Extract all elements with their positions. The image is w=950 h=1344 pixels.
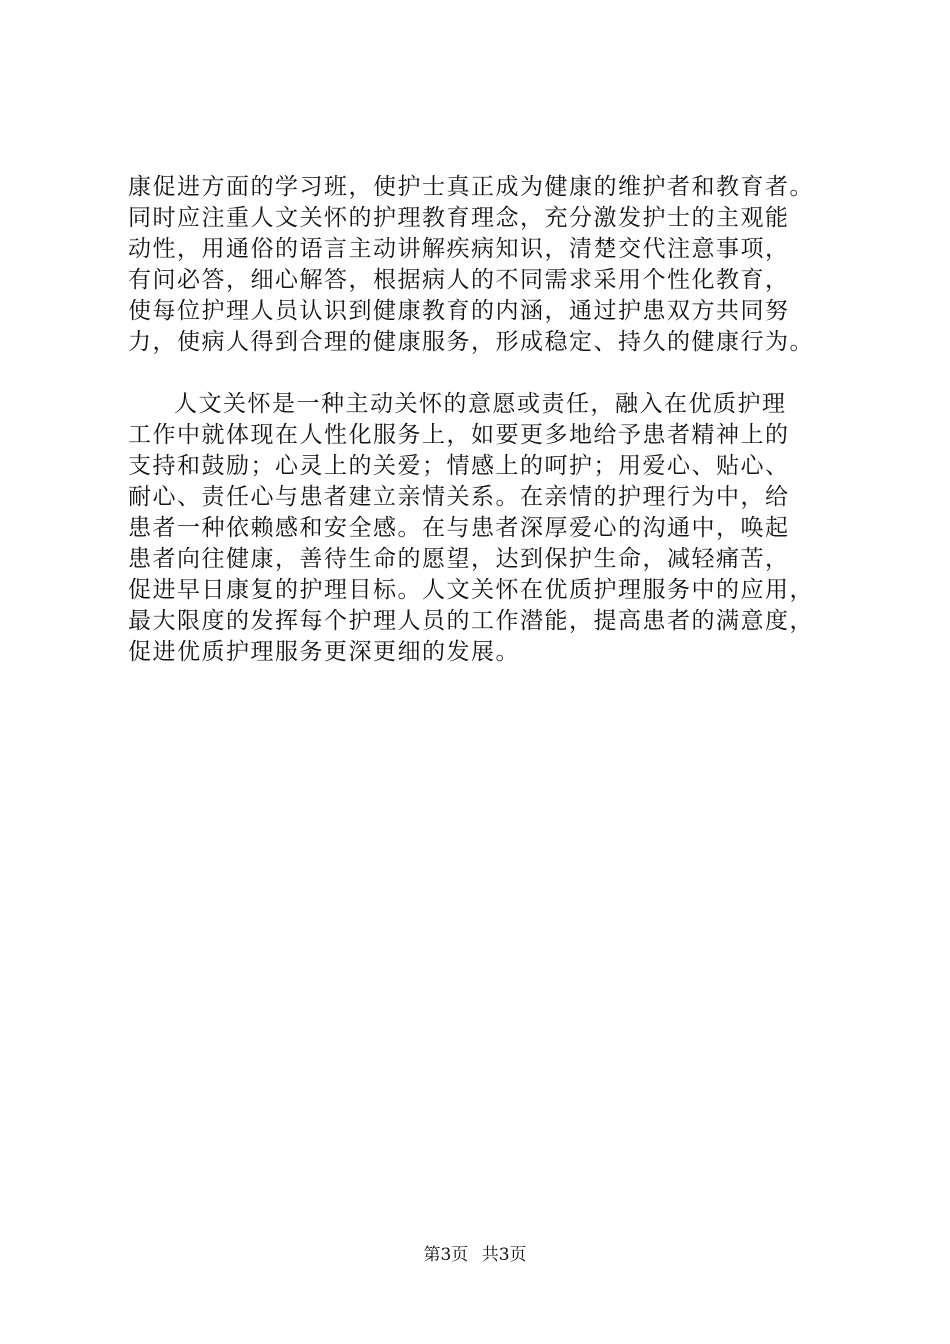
- text-line: 同时应注重人文关怀的护理教育理念，充分激发护士的主观能: [128, 205, 790, 231]
- text-line: 最大限度的发挥每个护理人员的工作潜能，提高患者的满意度，: [128, 608, 814, 634]
- text-line: 人文关怀是一种主动关怀的意愿或责任，融入在优质护理: [174, 391, 787, 417]
- text-line: 使每位护理人员认识到健康教育的内涵，通过护患双方共同努: [128, 298, 790, 324]
- text-line: 康促进方面的学习班，使护士真正成为健康的维护者和教育者。: [128, 174, 814, 200]
- text-line: 耐心、责任心与患者建立亲情关系。在亲情的护理行为中，给: [128, 484, 790, 510]
- text-line: 有问必答，细心解答，根据病人的不同需求采用个性化教育，: [128, 267, 790, 293]
- text-line: 促进优质护理服务更深更细的发展。: [128, 639, 520, 665]
- text-line: 工作中就体现在人性化服务上，如要更多地给予患者精神上的: [128, 422, 790, 448]
- page-footer: [0, 1244, 950, 1266]
- paragraph-1: [128, 172, 848, 358]
- document-body: [128, 172, 848, 668]
- text-line: 动性，用通俗的语言主动讲解疾病知识，清楚交代注意事项，: [128, 236, 790, 262]
- paragraph-gap: [128, 358, 848, 389]
- page-total: 共3页: [481, 1245, 527, 1265]
- text-line: 支持和鼓励；心灵上的关爱；情感上的呵护；用爱心、贴心、: [128, 453, 790, 479]
- page-number: 第3页: [423, 1245, 469, 1265]
- text-line: 力，使病人得到合理的健康服务，形成稳定、持久的健康行为。: [128, 329, 814, 355]
- text-line: 患者向往健康，善待生命的愿望，达到保护生命，减轻痛苦，: [128, 546, 790, 572]
- text-line: 促进早日康复的护理目标。人文关怀在优质护理服务中的应用，: [128, 577, 814, 603]
- paragraph-2: [128, 389, 848, 668]
- text-line: 患者一种依赖感和安全感。在与患者深厚爱心的沟通中，唤起: [128, 515, 790, 541]
